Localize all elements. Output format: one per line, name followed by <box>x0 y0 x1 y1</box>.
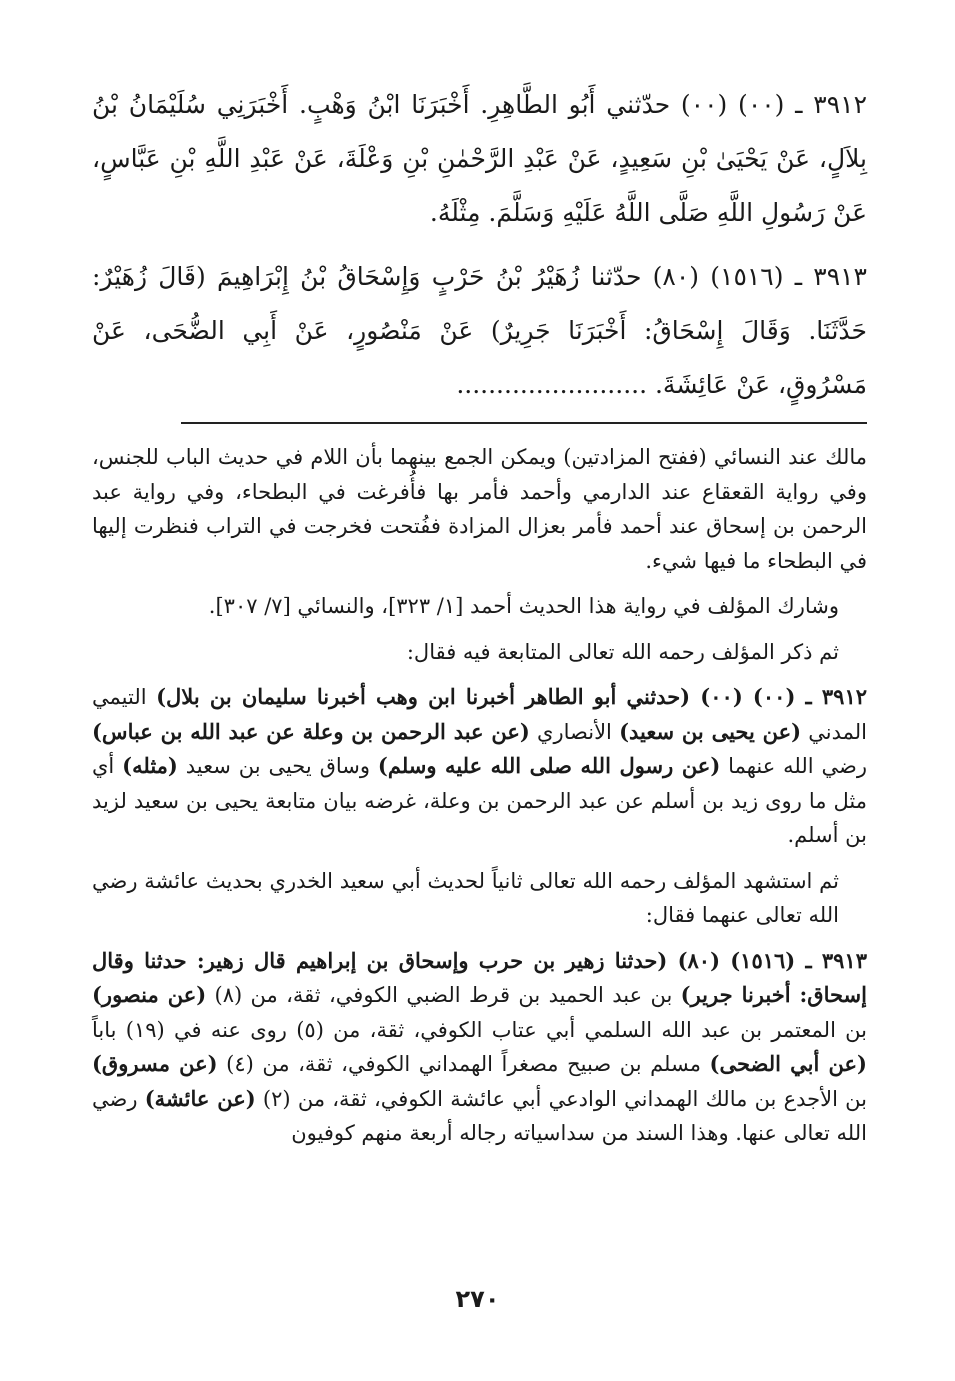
matn-quote: (عن يحيى بن سعيد) <box>619 718 802 744</box>
commentary-paragraph: ثم استشهد المؤلف رحمه الله تعالى ثانياً لحديث أبي سعيد الخدري بحديث عائشة رضي الله تعالى عنهما فقال: <box>92 868 839 927</box>
footnote-divider <box>181 422 867 424</box>
hadith-number: ٣٩١٣ ـ (١٥١٦) (٨٠) <box>667 947 867 973</box>
explanation: وساق يحيى بن سعيد <box>177 754 378 778</box>
commentary-hadith-3912 <box>92 680 867 853</box>
matn-quote: (حدثنا زهير بن حرب وإسحاق بن إبراهيم قال زهير: حدثنا وقال إسحاق: أخبرنا جرير) <box>92 947 867 1007</box>
explanation: بن الأجدع بن مالك الهمداني الوادعي أبي عائشة الكوفي، ثقة، من (٢) <box>255 1086 868 1111</box>
matn-quote: (عن أبي الضحى) <box>709 1051 867 1076</box>
matn-quote: (عن منصور) <box>92 982 207 1007</box>
hadith-3913: ٣٩١٣ ـ (١٥١٦) (٨٠) حدّثنا زُهَيْرُ بْنُ حَرْبٍ وَإِسْحَاقُ بْنُ إِبْرَاهِيمَ (قَالَ زُهَيْرٌ: حَدَّثَنَا. وَقَالَ إِسْحَاقُ: أَخْبَرَنَا جَرِيرٌ) عَنْ مَنْصُورٍ، عَنْ أَبِي الضُّحَى، عَنْ مَسْرُوقٍ، عَنْ عَائِشَةَ. ........................ <box>92 262 867 399</box>
explanation: الأنصاري <box>529 719 620 744</box>
commentary-paragraph: ثم ذكر المؤلف رحمه الله تعالى المتابعة فيه فقال: <box>406 639 839 664</box>
matn-quote: (عن عائشة) <box>144 1085 256 1111</box>
matn-quote: (حدثني أبو الطاهر أخبرنا ابن وهب أخبرنا سليمان بن بلال) <box>156 684 691 709</box>
hadith-text <box>92 78 867 412</box>
explanation: بن عبد الحميد بن قرط الضبي الكوفي، ثقة، من (٨) <box>206 983 681 1007</box>
commentary-paragraph: وشارك المؤلف في رواية هذا الحديث أحمد [١/ ٣٢٣]، والنسائي [٧/ ٣٠٧]. <box>208 594 839 618</box>
page-content <box>92 78 867 1162</box>
commentary-paragraph: مالك عند النسائي (ففتح المزادتين) ويمكن الجمع بينهما بأن اللام في حديث الباب للجنس، وفي رواية القعقاع عند الدارمي وأحمد فأمر بها فأُفرغت في البطحاء، وفي رواية عبد الرحمن بن إسحاق عند أحمد فأمر بعزال المزادة ففُتحت فخرجت في التراب فنظرت إليها في البطحاء ما فيها شيء. <box>92 445 867 573</box>
explanation: رضي الله عنهما <box>720 754 867 778</box>
commentary-hadith-3913 <box>92 944 867 1151</box>
matn-quote: (عن مسروق) <box>92 1051 218 1076</box>
explanation: أي مثل ما روى زيد بن أسلم عن عبد الرحمن بن وعلة، غرضه بيان متابعة يحيى بن سعيد لزيد بن أسلم. <box>92 754 867 847</box>
explanation: رضي الله تعالى عنها. وهذا السند من سداسياته رجاله أربعة منهم كوفيون <box>92 1086 867 1145</box>
hadith-3912: ٣٩١٢ ـ (٠٠) (٠٠) حدّثني أَبُو الطَّاهِرِ. أَخْبَرَنَا ابْنُ وَهْبٍ. أَخْبَرَنِي سُلَيْمَانُ بْنُ بِلاَلٍ، عَنْ يَحْيَىٰ بْنِ سَعِيدٍ، عَنْ عَبْدِ الرَّحْمٰنِ بْنِ وَعْلَةَ، عَنْ عَبْدِ اللَّهِ بْنِ عَبَّاسٍ، عَنْ رَسُولِ اللَّهِ صَلَّى اللَّهُ عَلَيْهِ وَسَلَّمَ. مِثْلَهُ. <box>92 90 867 227</box>
matn-quote: (عن عبد الرحمن بن وعلة عن عبد الله بن عباس) <box>92 718 530 744</box>
hadith-number: ٣٩١٢ ـ (٠٠) (٠٠) <box>690 684 868 709</box>
explanation: التيمي المدني <box>92 685 868 744</box>
explanation: بن المعتمر بن عبد الله السلمي أبي عتاب الكوفي، ثقة، من (٥) روى عنه في (١٩) باباً <box>92 1017 868 1042</box>
matn-quote: (مثله) <box>122 753 178 778</box>
page-number: ٢٧٠ <box>455 1285 500 1313</box>
explanation: مسلم بن صبيح مصغراً الهمداني الكوفي، ثقة، من (٤) <box>217 1052 710 1076</box>
matn-quote: (عن رسول الله صلى الله عليه وسلم) <box>377 753 721 778</box>
commentary <box>92 440 867 1151</box>
